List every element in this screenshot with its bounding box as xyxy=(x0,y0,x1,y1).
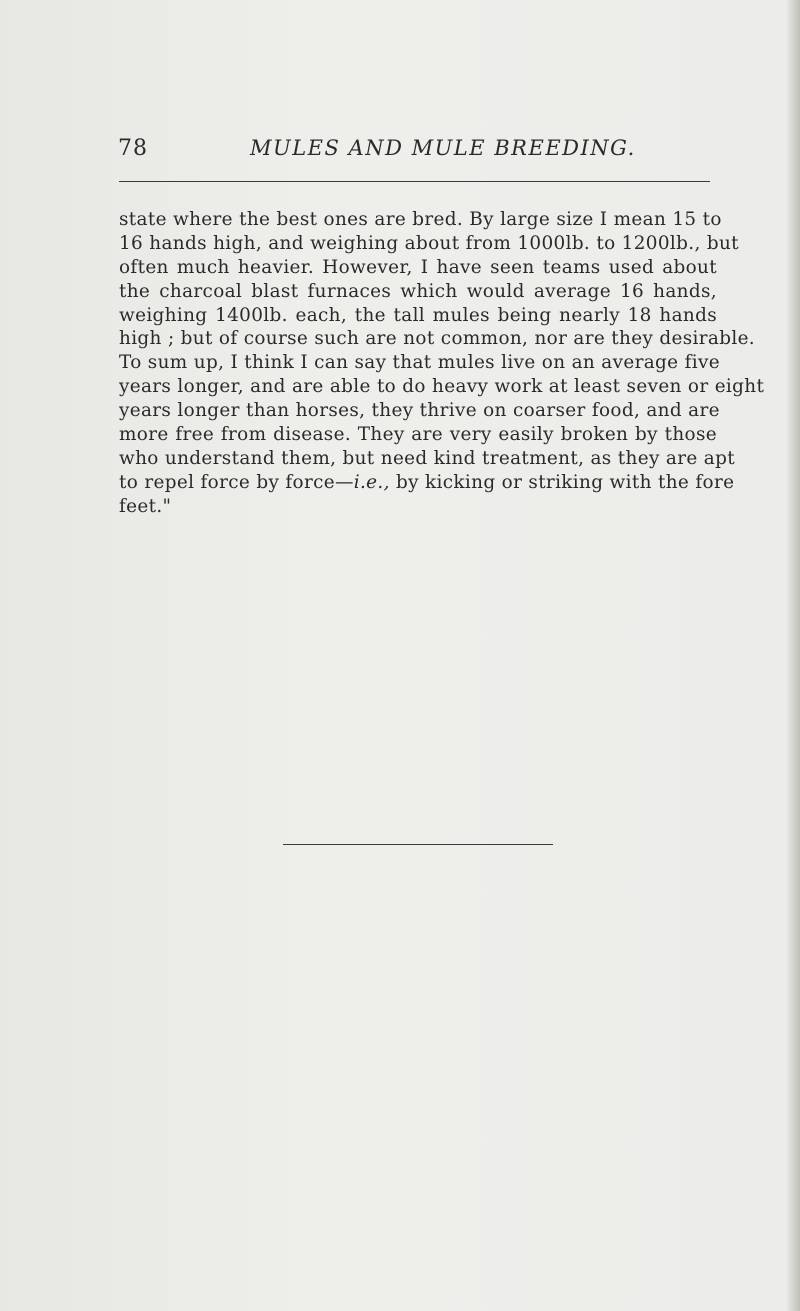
page-edge-shadow xyxy=(786,0,800,1311)
text-line: more free from disease. They are very easily broken by those xyxy=(119,424,717,446)
body-paragraph xyxy=(119,208,765,519)
running-title: MULES AND MULE BREEDING. xyxy=(250,136,636,160)
text-line: high ; but of course such are not common, nor are they desirable. xyxy=(119,328,756,350)
end-rule xyxy=(283,844,553,845)
text-line: To sum up, I think I can say that mules live on an average five xyxy=(119,352,720,374)
page-header xyxy=(118,136,708,166)
text-line: who understand them, but need kind treatment, as they are apt xyxy=(119,447,735,469)
text-line-last: feet." xyxy=(119,495,172,517)
text-line: years longer, and are able to do heavy work at least seven or eight xyxy=(119,376,765,398)
text-line: weighing 1400lb. each, the tall mules being nearly 18 hands xyxy=(119,304,717,326)
page-number: 78 xyxy=(118,136,148,161)
text-line: years longer than horses, they thrive on coarser food, and are xyxy=(119,400,720,422)
italic-abbreviation: i.e., xyxy=(353,471,390,493)
text-line: often much heavier. However, I have seen teams used about xyxy=(119,256,717,278)
text-line: the charcoal blast furnaces which would average 16 hands, xyxy=(119,280,717,302)
header-rule xyxy=(119,181,710,182)
text-line-ie xyxy=(119,471,735,495)
text-segment: by kicking or striking with the fore xyxy=(389,471,735,493)
text-segment: to repel force by force— xyxy=(119,471,354,493)
text-line: 16 hands high, and weighing about from 1000lb. to 1200lb., but xyxy=(119,232,739,254)
text-line: state where the best ones are bred. By large size I mean 15 to xyxy=(119,209,722,230)
